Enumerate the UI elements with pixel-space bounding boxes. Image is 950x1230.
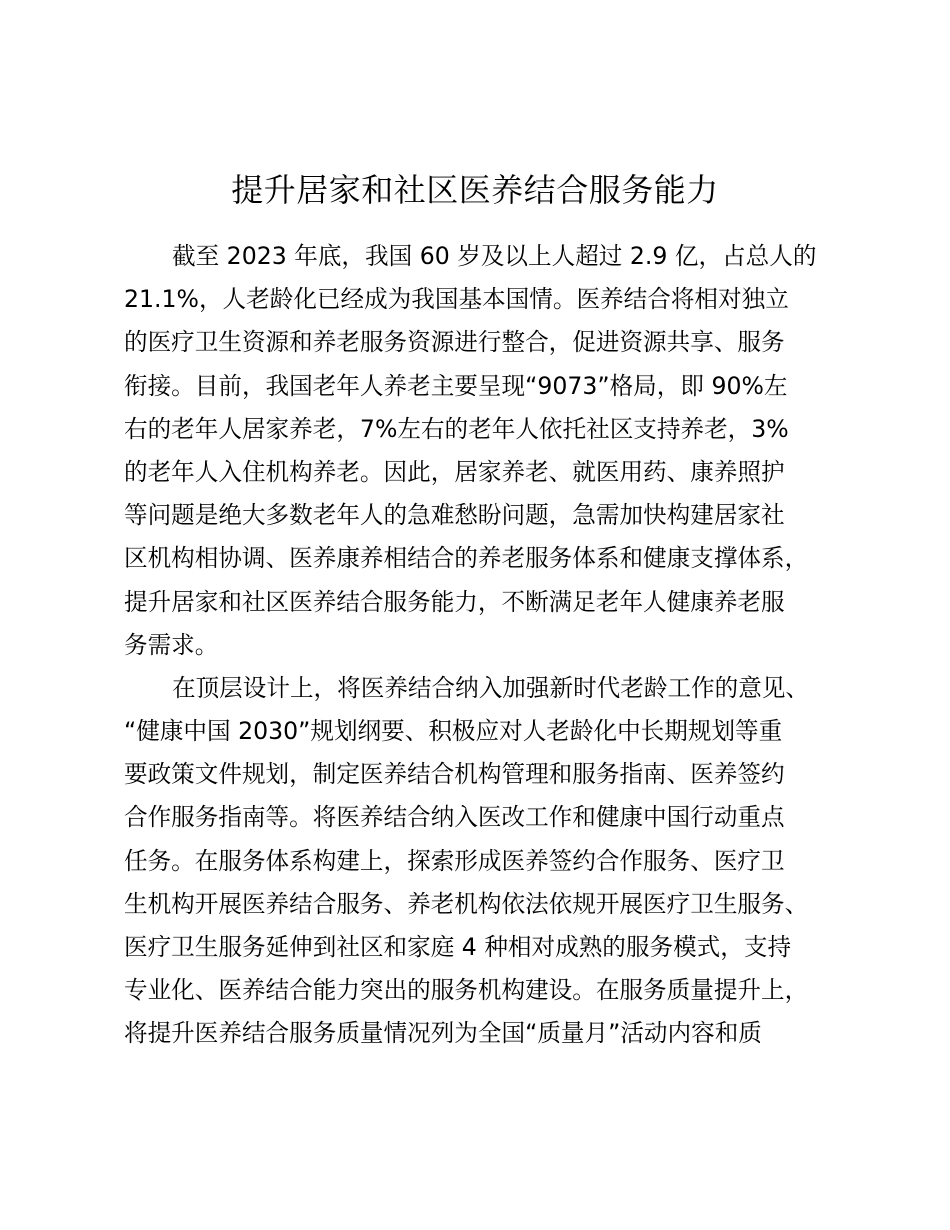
- text-line: 衔接。目前，我国老年人养老主要呈现“9073”格局，即 90%左: [124, 371, 788, 400]
- paragraph-1: [124, 235, 844, 667]
- text-line: 21.1%，人老龄化已经成为我国基本国情。医养结合将相对独立: [124, 285, 789, 314]
- document-body: [124, 235, 844, 1056]
- text-line: 医疗卫生服务延伸到社区和家庭 4 种相对成熟的服务模式，支持: [124, 933, 792, 961]
- text-line: 提升居家和社区医养结合服务能力，不断满足老年人健康养老服: [124, 587, 785, 616]
- text-line: 要政策文件规划，制定医养结合机构管理和服务指南、医养签约: [124, 760, 785, 789]
- text-line: 专业化、医养结合能力突出的服务机构建设。在服务质量提升上，: [124, 976, 809, 1005]
- text-line: “健康中国 2030”规划纲要、积极应对人老龄化中长期规划等重: [124, 717, 783, 746]
- text-line: 的老年人入住机构养老。因此，居家养老、就医用药、康养照护: [124, 457, 785, 486]
- text-line: 务需求。: [124, 630, 219, 659]
- text-line: 等问题是绝大多数老年人的急难愁盼问题，急需加快构建居家社: [124, 501, 785, 530]
- text-line: 生机构开展医养结合服务、养老机构依法依规开展医疗卫生服务、: [124, 889, 809, 918]
- text-line: 截至 2023 年底，我国 60 岁及以上人超过 2.9 亿，占总人的: [172, 242, 817, 270]
- text-line: 区机构相协调、医养康养相结合的养老服务体系和健康支撑体系，: [124, 544, 809, 573]
- text-line: 右的老年人居家养老，7%左右的老年人依托社区支持养老，3%: [124, 414, 789, 443]
- paragraph-2: [124, 667, 844, 1056]
- text-line: 在顶层设计上，将医养结合纳入加强新时代老龄工作的意见、: [172, 673, 810, 702]
- document-title: 提升居家和社区医养结合服务能力: [231, 171, 719, 209]
- text-line: 合作服务指南等。将医养结合纳入医改工作和健康中国行动重点: [124, 803, 785, 832]
- text-line: 将提升医养结合服务质量情况列为全国“质量月”活动内容和质: [124, 1019, 762, 1048]
- text-line: 任务。在服务体系构建上，探索形成医养签约合作服务、医疗卫: [124, 846, 785, 875]
- text-line: 的医疗卫生资源和养老服务资源进行整合，促进资源共享、服务: [124, 328, 785, 357]
